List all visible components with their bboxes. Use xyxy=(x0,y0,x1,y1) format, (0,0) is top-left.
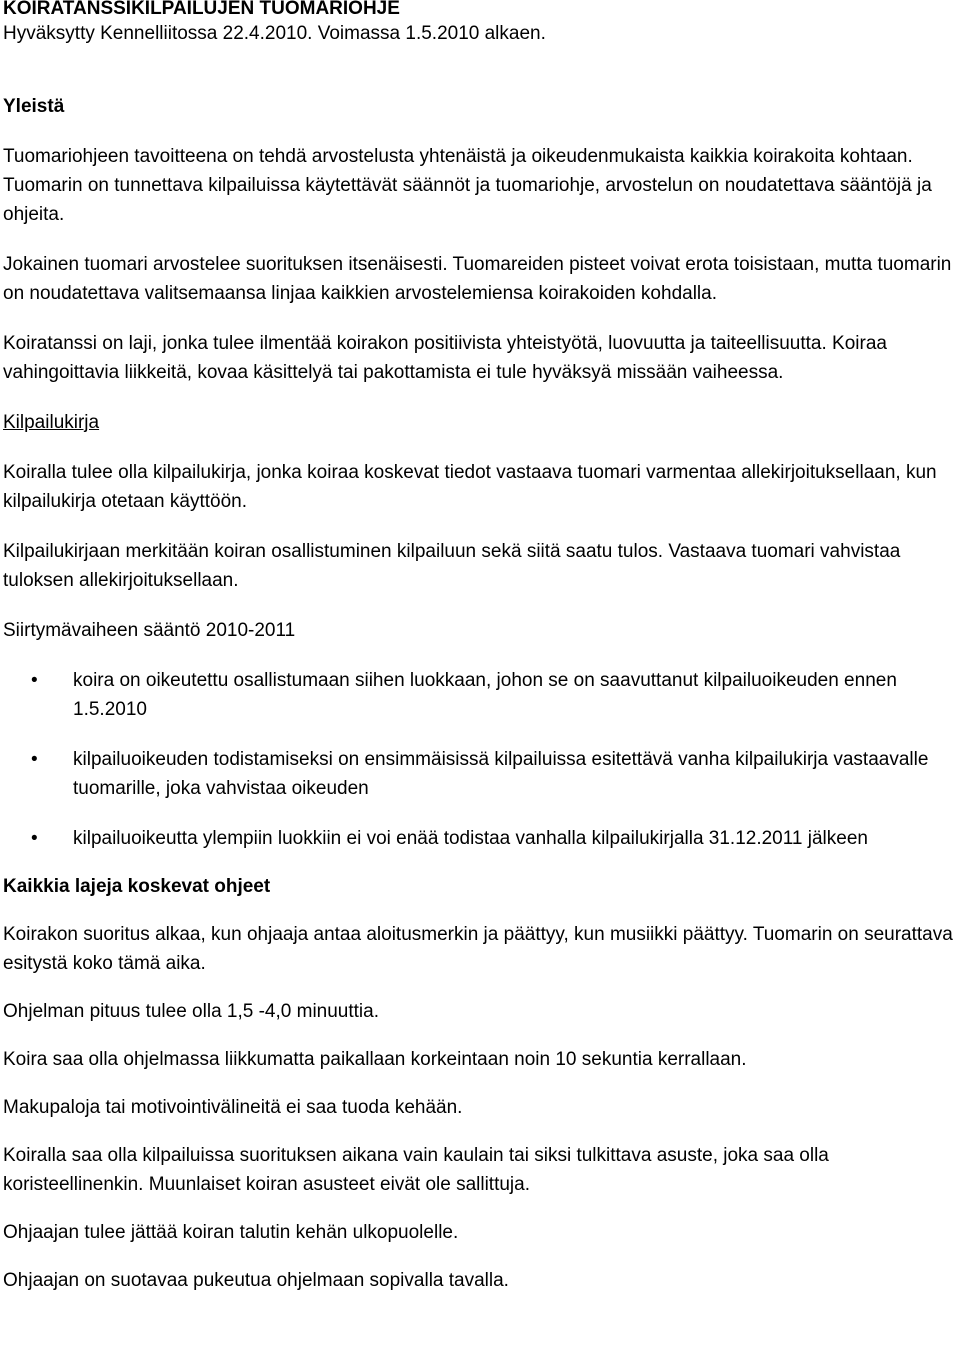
general-paragraph-2: Jokainen tuomari arvostelee suorituksen itsenäisesti. Tuomareiden pisteet voivat erota toisistaan, mutta tuomarin on noudatettava valitsemaansa linjaa kaikkien arvostelemiensa koirakoiden kohdalla. xyxy=(3,254,952,304)
list-item xyxy=(3,824,955,853)
rules-paragraph-7: Ohjaajan on suotavaa pukeutua ohjelmaan sopivalla tavalla. xyxy=(3,1270,509,1291)
section-heading-general-rules: Kaikkia lajeja koskevat ohjeet xyxy=(3,876,271,897)
section-heading-transition: Siirtymävaiheen sääntö 2010-2011 xyxy=(3,620,296,641)
rules-paragraph-2: Ohjelman pituus tulee olla 1,5 -4,0 minuuttia. xyxy=(3,1001,379,1022)
section-heading-general: Yleistä xyxy=(3,96,65,117)
general-paragraph-3: Koiratanssi on laji, jonka tulee ilmentää koirakon positiivista yhteistyötä, luovuutta ja taiteellisuutta. Koiraa vahingoittavia liikkeitä, kovaa käsittelyä tai pakottamista ei tule hyväksyä missään vaiheessa. xyxy=(3,333,887,383)
rules-paragraph-1: Koirakon suoritus alkaa, kun ohjaaja antaa aloitusmerkin ja päättyy, kun musiikki päättyy. Tuomarin on seurattava esitystä koko tämä aika. xyxy=(3,924,953,974)
document-page xyxy=(3,0,955,1295)
list-item xyxy=(3,666,955,724)
list-item-text: kilpailuoikeuden todistamiseksi on ensimmäisissä kilpailuissa esitettävä vanha kilpailukirja vastaavalle tuomarille, joka vahvistaa oikeuden xyxy=(73,749,929,799)
general-paragraph-1: Tuomariohjeen tavoitteena on tehdä arvostelusta yhtenäistä ja oikeudenmukaista kaikkia koirakoita kohtaan. Tuomarin on tunnettava kilpailuissa käytettävät säännöt ja tuomariohje, arvostelun on noudatettava sääntöjä ja ohjeita. xyxy=(3,146,932,225)
list-item xyxy=(3,745,955,803)
list-item-text: kilpailuoikeutta ylempiin luokkiin ei voi enää todistaa vanhalla kilpailukirjalla 31.12.2011 jälkeen xyxy=(73,828,868,849)
document-subtitle: Hyväksytty Kennelliitossa 22.4.2010. Voimassa 1.5.2010 alkaen. xyxy=(3,23,546,44)
section-heading-competition-book: Kilpailukirja xyxy=(3,412,100,433)
bullet-icon: • xyxy=(31,828,38,849)
rules-paragraph-4: Makupaloja tai motivointivälineitä ei saa tuoda kehään. xyxy=(3,1097,463,1118)
rules-paragraph-5: Koiralla saa olla kilpailuissa suorituksen aikana vain kaulain tai siksi tulkittava asuste, joka saa olla koristeellinenkin. Muunlaiset koiran asusteet eivät ole sallittuja. xyxy=(3,1145,829,1195)
bullet-icon: • xyxy=(31,749,38,770)
bullet-icon: • xyxy=(31,670,38,691)
document-title: KOIRATANSSIKILPAILUJEN TUOMARIOHJE xyxy=(3,0,400,19)
competition-book-paragraph-1: Koiralla tulee olla kilpailukirja, jonka koiraa koskevat tiedot vastaava tuomari varmentaa allekirjoituksellaan, kun kilpailukirja otetaan käyttöön. xyxy=(3,462,937,512)
transition-list xyxy=(3,666,955,853)
rules-paragraph-3: Koira saa olla ohjelmassa liikkumatta paikallaan korkeintaan noin 10 sekuntia kerrallaan. xyxy=(3,1049,747,1070)
list-item-text: koira on oikeutettu osallistumaan siihen luokkaan, johon se on saavuttanut kilpailuoikeuden ennen 1.5.2010 xyxy=(73,670,897,720)
competition-book-paragraph-2: Kilpailukirjaan merkitään koiran osallistuminen kilpailuun sekä siitä saatu tulos. Vastaava tuomari vahvistaa tuloksen allekirjoituksellaan. xyxy=(3,541,901,591)
rules-paragraph-6: Ohjaajan tulee jättää koiran talutin kehän ulkopuolelle. xyxy=(3,1222,459,1243)
